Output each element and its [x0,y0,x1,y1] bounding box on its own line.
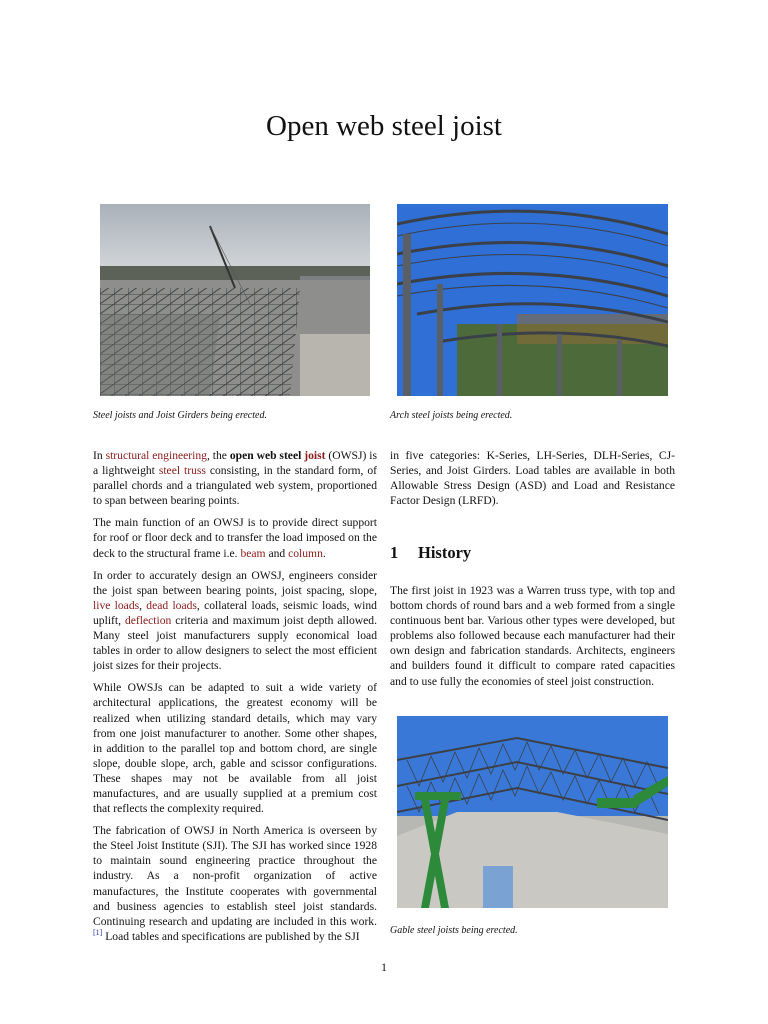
paragraph-history: The first joist in 1923 was a Warren truss type, with top and bottom chords of round bars and a web formed from a single continuous bent bar. Various other types were developed, but problems also followed because each manufacturer had their own design and fabrication standards. Architects, engineers and builders found it difficult to compare rated capacities and to use fully the economies of steel joist construction. [390,584,675,688]
section-heading-history [390,543,471,563]
reference-link[interactable]: [1] [93,927,103,937]
link-deflection[interactable]: deflection [124,613,172,627]
paragraph-categories: in five categories: K-Series, LH-Series, DLH-Series, CJ-Series, and Joist Girders. Load tables are available in both Allowable Stress Design (ASD) and Load and Resistance Factor Design (LRFD). [390,449,675,508]
paragraph-intro: In structural engineering, the open web steel joist (OWSJ) is a lightweight steel truss consisting, in the standard form, of parallel chords and a triangulated web system, proportioned to span between bearing points. [93,449,378,508]
page-number: 1 [381,960,387,974]
arch-joists-photo [397,204,668,396]
paragraph-design: In order to accurately design an OWSJ, engineers consider the joist span between bearing points, joist spacing, slope, live loads, dead loads, collateral loads, seismic loads, wind uplift, deflection criteria and maximum joist depth allowed. Many steel joist manufacturers supply economical load tables in order to allow designers to select the most efficient joist sizes for their projects. [93,568,378,673]
right-column [390,448,675,515]
link-live-loads[interactable]: live loads [93,598,140,612]
paragraph-fabrication: The fabrication of OWSJ in North America is overseen by the Steel Joist Institute (SJI). The SJI has worked since 1928 to maintain sound engineering practice throughout the industry. As a non-profit organization of active manufactures, the Institute cooperates with governmental and business agencies to establish steel joist standards. Continuing research and updating are included in this work.[1] Load tables and specifications are published by the SJI [93,824,377,943]
joist-girders-photo [100,204,370,396]
history-text [390,583,675,696]
figure-joist-girders [100,204,370,396]
section-number: 1 [390,543,399,562]
left-column [93,448,377,951]
paragraph-function: The main function of an OWSJ is to provide direct support for roof or floor deck and to transfer the load imposed on the deck to the structural frame i.e. beam and column. [93,516,377,560]
link-dead-loads[interactable]: dead loads [146,598,197,612]
figure-caption: Steel joists and Joist Girders being erected. [93,410,267,421]
paragraph-shapes: While OWSJs can be adapted to suit a wide variety of architectural applications, the greatest economy will be realized when utilizing standard details, which may vary from one joist manufacturer to another. Some other shapes, in addition to the parallel top and bottom chord, are single slope, double slope, arch, gable and scissor configurations. These shapes may not be available from all joist manufactures, and are usually supplied at a premium cost that reflects the complexity required. [93,681,377,816]
figure-gable-joists [397,716,668,908]
page-title: Open web steel joist [266,110,502,142]
link-joist[interactable]: joist [304,449,326,462]
link-steel-truss[interactable]: steel truss [158,464,206,478]
figure-caption: Arch steel joists being erected. [390,410,513,421]
gable-joists-photo [397,716,668,908]
link-beam[interactable]: beam [240,546,266,560]
figure-caption: Gable steel joists being erected. [390,925,518,936]
link-column[interactable]: column [288,546,323,560]
link-structural-engineering[interactable]: structural engineering [105,449,207,462]
figure-arch-joists [397,204,668,396]
section-title: History [418,543,472,562]
